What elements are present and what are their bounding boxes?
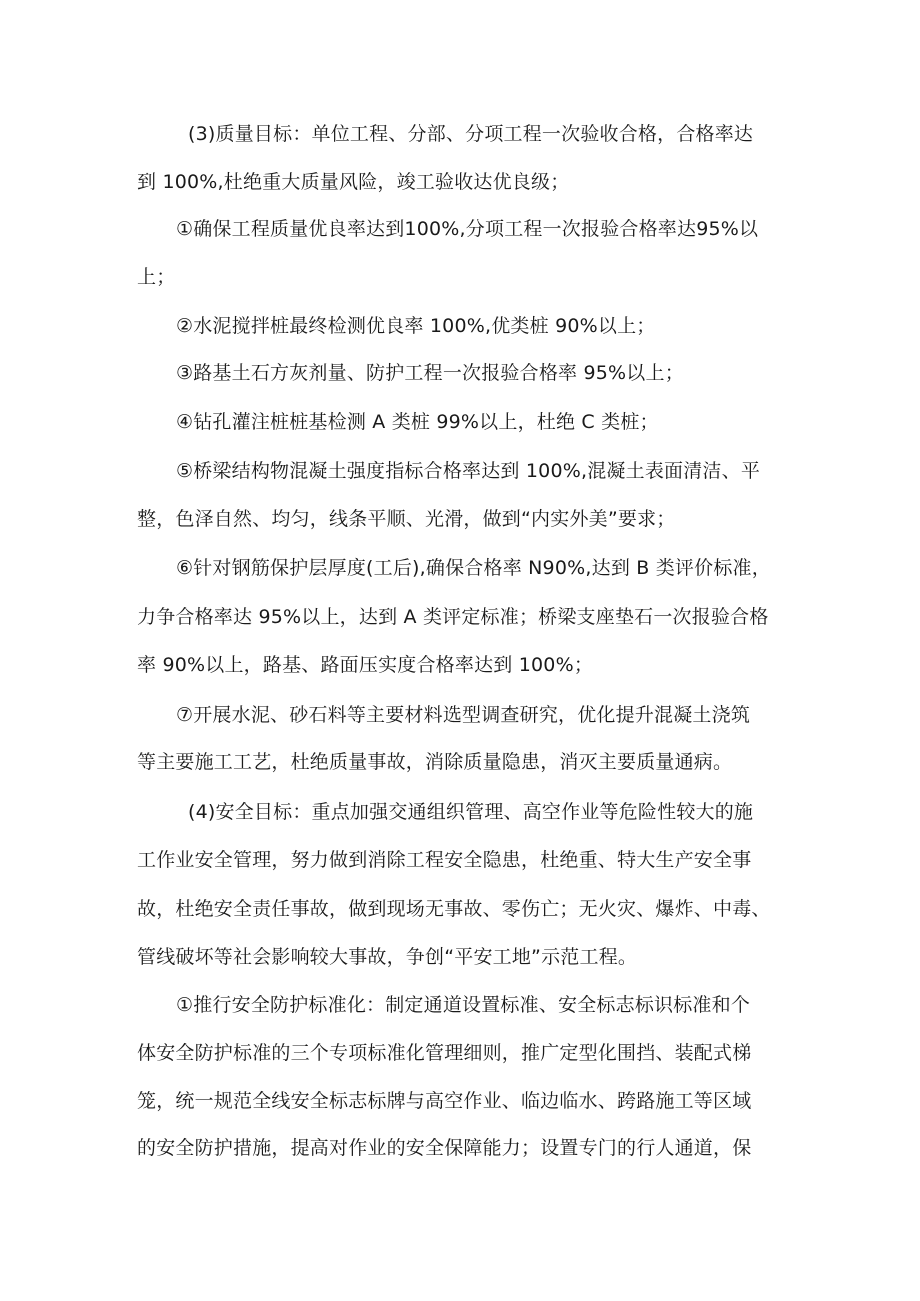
quality-item-3-line: ③路基土石方灰剂量、防护工程一次报验合格率 95%以上； xyxy=(176,362,684,384)
quality-item-5-line: ⑤桥梁结构物混凝土强度指标合格率达到 100%,混凝土表面清洁、平 xyxy=(176,460,761,482)
paragraph-line: 到 100%,杜绝重大质量风险，竣工验收达优良级； xyxy=(137,171,570,193)
quality-item-4-line: ④钻孔灌注桩桩基检测 A 类桩 99%以上，杜绝 C 类桩； xyxy=(176,411,659,433)
paragraph-line: 故，杜绝安全责任事故，做到现场无事故、零伤亡；无火灾、爆炸、中毒、 xyxy=(137,898,771,920)
safety-item-1-line: ①推行安全防护标准化：制定通道设置标准、安全标志标识标准和个 xyxy=(176,994,751,1016)
paragraph-line: 工作业安全管理，努力做到消除工程安全隐患，杜绝重、特大生产安全事 xyxy=(137,849,752,871)
paragraph-line: 整，色泽自然、均匀，线条平顺、光滑，做到“内实外美”要求； xyxy=(137,508,676,530)
safety-goal-heading-line: (4)安全目标：重点加强交通组织管理、高空作业等危险性较大的施 xyxy=(188,801,754,823)
paragraph-line: 率 90%以上，路基、路面压实度合格率达到 100%； xyxy=(137,654,594,676)
quality-item-7-line: ⑦开展水泥、砂石料等主要材料选型调查研究，优化提升混凝土浇筑 xyxy=(176,704,751,726)
paragraph-line: 等主要施工工艺，杜绝质量事故，消除质量隐患，消灭主要质量通病。 xyxy=(137,751,733,773)
quality-item-1-line: ①确保工程质量优良率达到100%,分项工程一次报验合格率达95%以 xyxy=(176,218,759,240)
quality-item-2-line: ②水泥搅拌桩最终检测优良率 100%,优类桩 90%以上； xyxy=(176,315,656,337)
paragraph-line: 的安全防护措施，提高对作业的安全保障能力；设置专门的行人通道，保 xyxy=(137,1137,752,1159)
quality-item-6-line: ⑥针对钢筋保护层厚度(工后),确保合格率 N90%,达到 B 类评价标准， xyxy=(176,557,771,579)
paragraph-line: 力争合格率达 95%以上，达到 A 类评定标准；桥梁支座垫石一次报验合格 xyxy=(137,606,769,628)
quality-goal-heading-line: (3)质量目标：单位工程、分部、分项工程一次验收合格，合格率达 xyxy=(188,123,754,145)
paragraph-line: 笼，统一规范全线安全标志标牌与高空作业、临边临水、跨路施工等区域 xyxy=(137,1090,752,1112)
paragraph-line: 体安全防护标准的三个专项标准化管理细则，推广定型化围挡、装配式梯 xyxy=(137,1042,752,1064)
paragraph-line: 上； xyxy=(137,266,176,288)
paragraph-line: 管线破坏等社会影响较大事故，争创“平安工地”示范工程。 xyxy=(137,946,638,968)
